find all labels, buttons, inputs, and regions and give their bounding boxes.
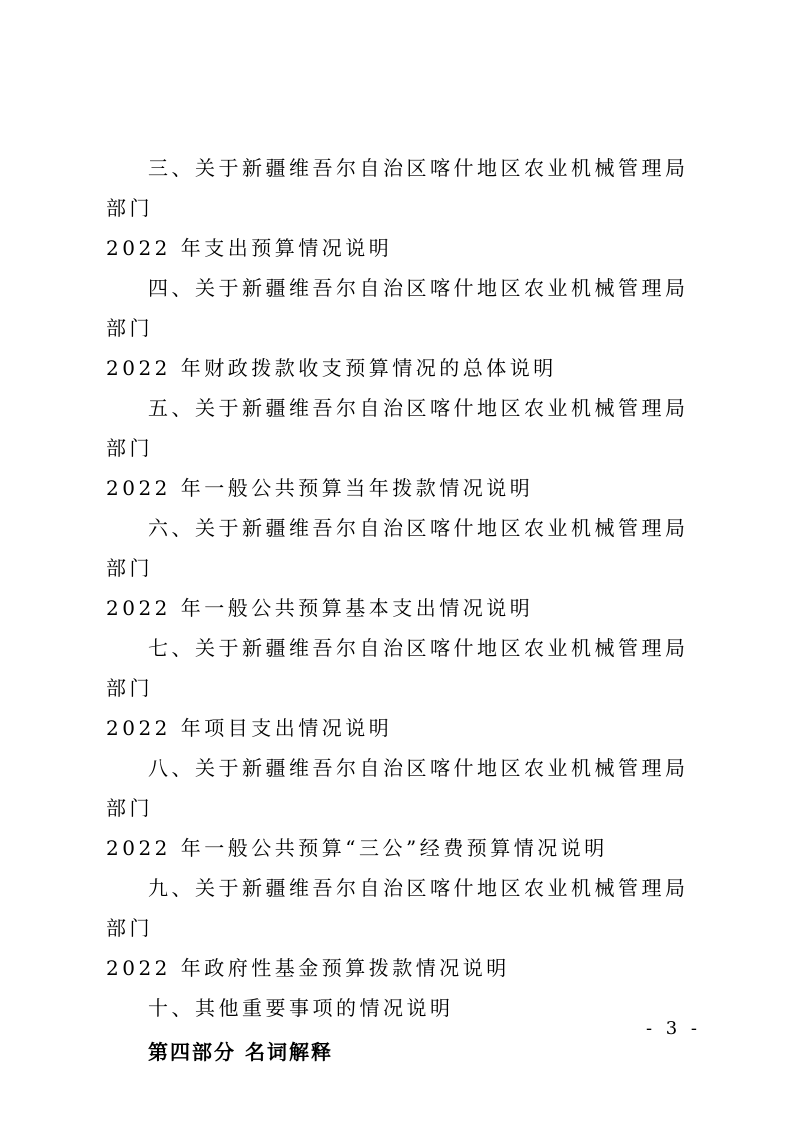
toc-item-title-cont: 2022 年项目支出情况说明	[106, 716, 393, 740]
toc-item-title-cont: 2022 年一般公共预算基本支出情况说明	[106, 596, 534, 620]
toc-item-8	[106, 748, 698, 868]
toc-item-title: 七、关于新疆维吾尔自治区喀什地区农业机械管理局部门	[106, 636, 689, 700]
toc-item-10: 十、其他重要事项的情况说明	[148, 996, 454, 1020]
toc-item-5	[106, 388, 698, 508]
toc-item-title-cont: 2022 年支出预算情况说明	[106, 236, 393, 260]
toc-item-title-cont: 2022 年一般公共预算当年拨款情况说明	[106, 476, 534, 500]
toc-item-9	[106, 868, 698, 988]
page-number: - 3 -	[645, 1018, 701, 1039]
section-heading: 第四部分 名词解释	[148, 1040, 333, 1064]
toc-item-title-cont: 2022 年政府性基金预算拨款情况说明	[106, 956, 510, 980]
toc-item-title: 八、关于新疆维吾尔自治区喀什地区农业机械管理局部门	[106, 756, 689, 820]
toc-content	[106, 148, 698, 1072]
toc-item-3	[106, 148, 698, 268]
toc-item-7	[106, 628, 698, 748]
toc-item-title-cont: 2022 年财政拨款收支预算情况的总体说明	[106, 356, 557, 380]
toc-item-title: 五、关于新疆维吾尔自治区喀什地区农业机械管理局部门	[106, 396, 689, 460]
toc-item-title: 三、关于新疆维吾尔自治区喀什地区农业机械管理局部门	[106, 156, 689, 220]
toc-item-title-cont: 2022 年一般公共预算“三公”经费预算情况说明	[106, 836, 608, 860]
toc-item-title: 四、关于新疆维吾尔自治区喀什地区农业机械管理局部门	[106, 276, 689, 340]
toc-item-6	[106, 508, 698, 628]
toc-item-title: 六、关于新疆维吾尔自治区喀什地区农业机械管理局部门	[106, 516, 689, 580]
toc-item-4	[106, 268, 698, 388]
toc-item-title: 九、关于新疆维吾尔自治区喀什地区农业机械管理局部门	[106, 876, 689, 940]
